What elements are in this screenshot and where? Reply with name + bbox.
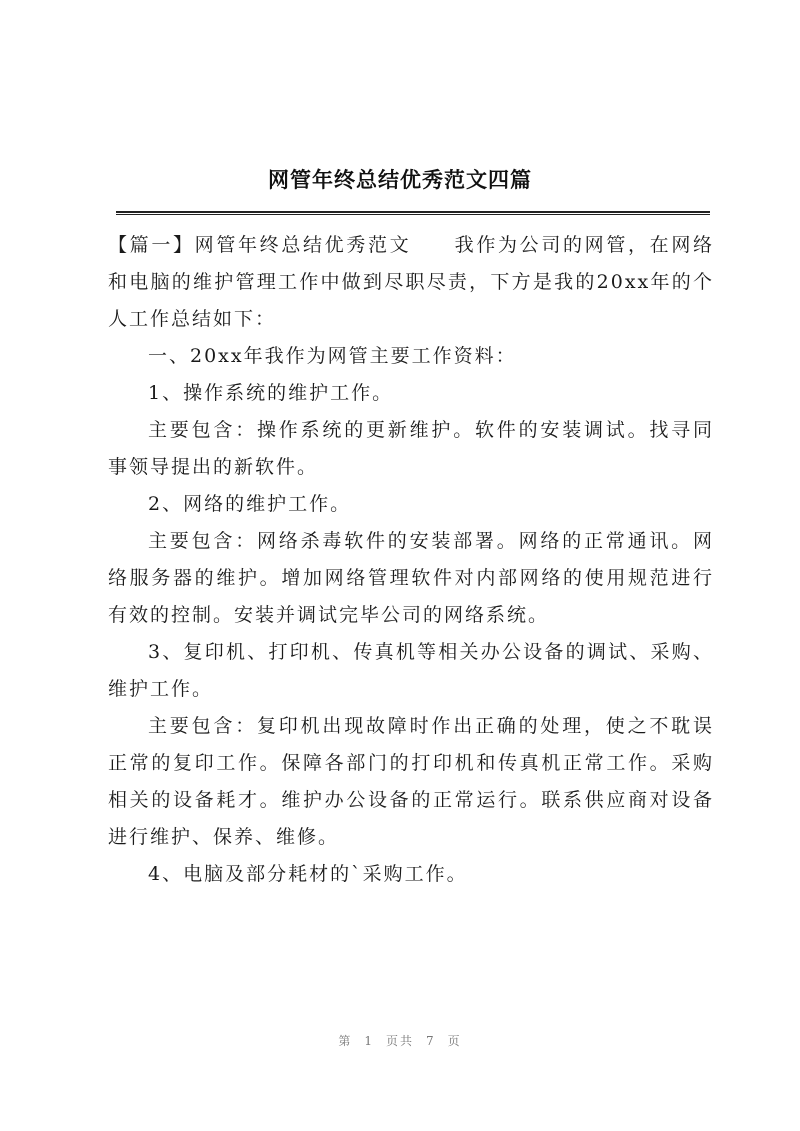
document-body bbox=[108, 227, 714, 893]
title-underline-thin bbox=[116, 214, 710, 215]
footer-label-page: 第 bbox=[338, 1034, 353, 1048]
paragraph-item-3-detail: 主要包含：复印机出现故障时作出正确的处理，使之不耽误正常的复印工作。保障各部门的打印机和传真机正常工作。采购相关的设备耗才。维护办公设备的正常运行。联系供应商对设备进行维护、保养、维修。 bbox=[108, 715, 714, 848]
paragraph-intro: 【篇一】网管年终总结优秀范文 我作为公司的网管，在网络和电脑的维护管理工作中做到尽职尽责，下方是我的20xx年的个人工作总结如下： bbox=[108, 234, 714, 330]
footer-label-of: 页共 bbox=[385, 1034, 414, 1048]
footer-label-end: 页 bbox=[447, 1034, 462, 1048]
title-underline bbox=[116, 211, 710, 213]
paragraph-item-2-title: 2、网络的维护工作。 bbox=[148, 493, 352, 515]
paragraph-item-2-detail: 主要包含：网络杀毒软件的安装部署。网络的正常通讯。网络服务器的维护。增加网络管理软件对内部网络的使用规范进行有效的控制。安装并调试完毕公司的网络系统。 bbox=[108, 530, 714, 626]
page-footer bbox=[0, 1032, 800, 1049]
paragraph-section-heading: 一、20xx年我作为网管主要工作资料： bbox=[148, 345, 517, 367]
paragraph-item-4-title: 4、电脑及部分耗材的`采购工作。 bbox=[148, 863, 468, 885]
paragraph-item-1-title: 1、操作系统的维护工作。 bbox=[148, 382, 394, 404]
footer-total-pages: 7 bbox=[426, 1034, 436, 1048]
paragraph-item-1-detail: 主要包含：操作系统的更新维护。软件的安装调试。找寻同事领导提出的新软件。 bbox=[108, 419, 714, 478]
paragraph-item-3-title: 3、复印机、打印机、传真机等相关办公设备的调试、采购、维护工作。 bbox=[108, 641, 714, 700]
document-title: 网管年终总结优秀范文四篇 bbox=[268, 168, 532, 192]
footer-current-page: 1 bbox=[364, 1034, 374, 1048]
